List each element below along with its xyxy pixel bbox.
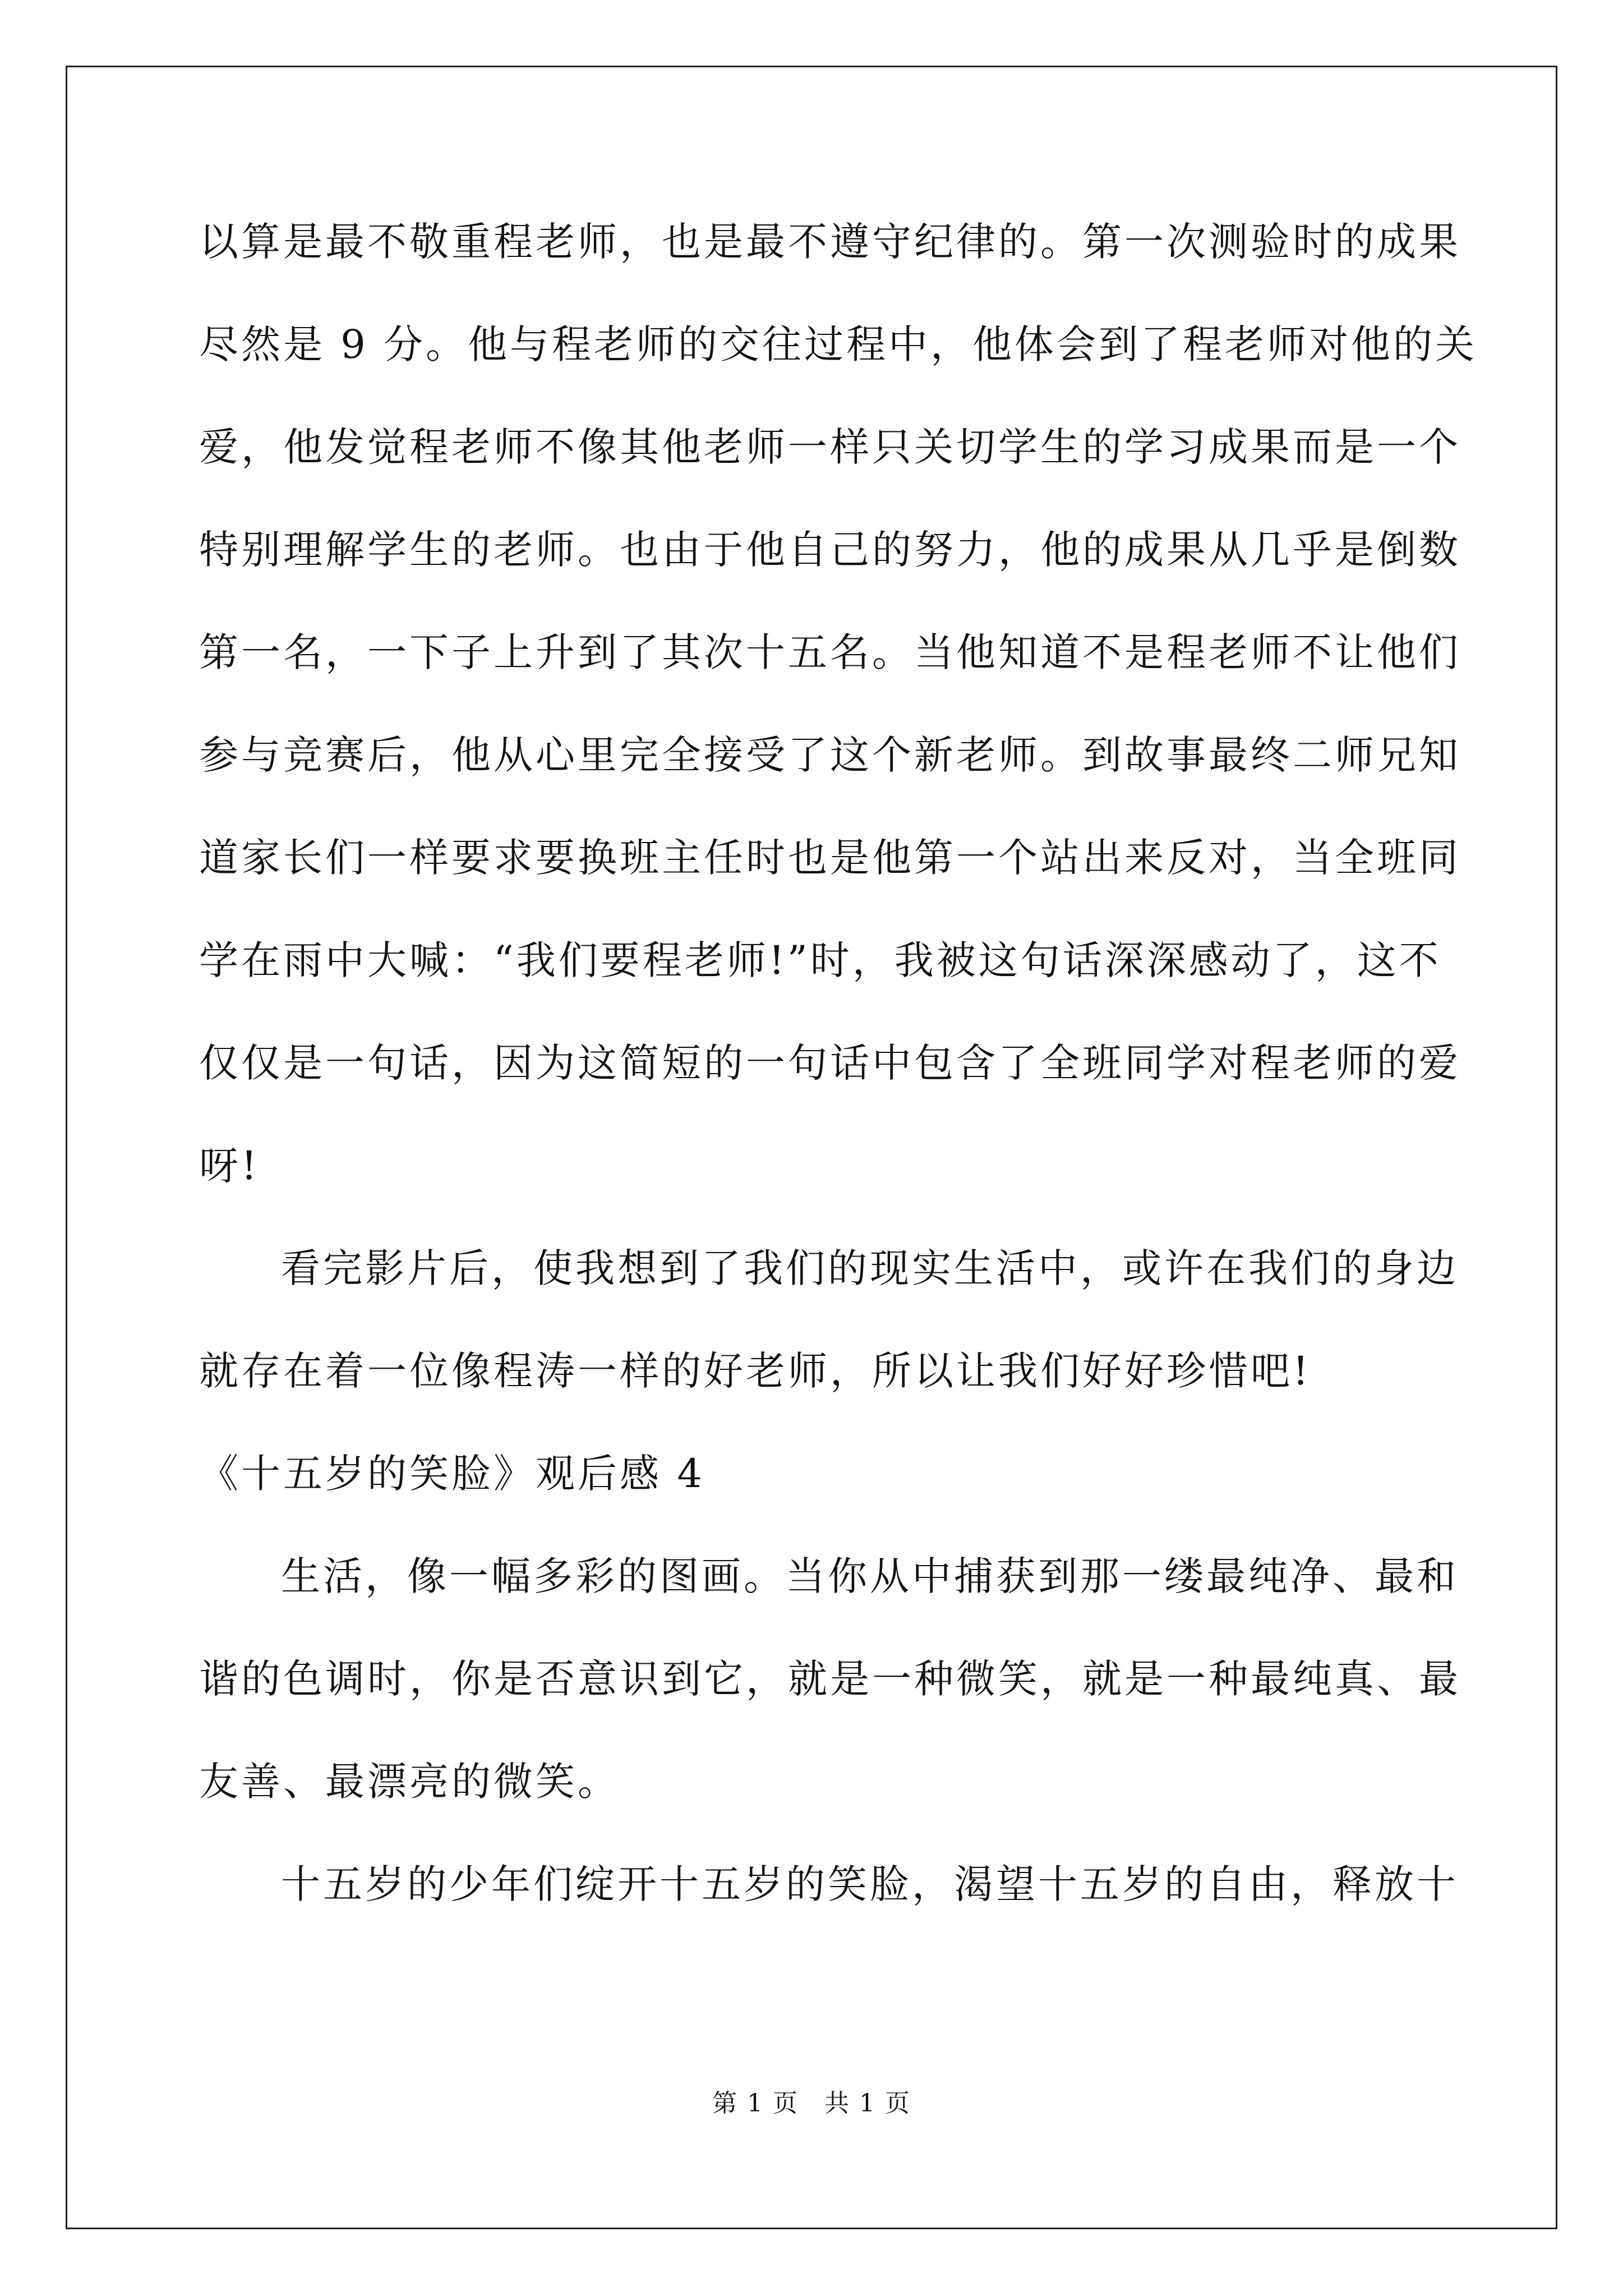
paragraph-line: 爱，他发觉程老师不像其他老师一样只关切学生的学习成果而是一个: [199, 424, 1461, 470]
paragraph-line: 道家长们一样要求要换班主任时也是他第一个站出来反对，当全班同: [199, 835, 1461, 881]
paragraph-line: 谐的色调时，你是否意识到它，就是一种微笑，就是一种最纯真、最: [199, 1656, 1461, 1702]
paragraph-line: 呀!: [199, 1143, 260, 1189]
paragraph-line: 友善、最漂亮的微笑。: [199, 1759, 620, 1805]
paragraph-line: 就存在着一位像程涛一样的好老师，所以让我们好好珍惜吧!: [199, 1348, 1312, 1394]
paragraph-line: 十五岁的少年们绽开十五岁的笑脸，渴望十五岁的自由，释放十: [281, 1861, 1459, 1907]
paragraph-line: 第一名，一下子上升到了其次十五名。当他知道不是程老师不让他们: [199, 629, 1461, 675]
paragraph-line: 特别理解学生的老师。也由于他自己的努力，他的成果从几乎是倒数: [199, 527, 1461, 573]
section-heading: 《十五岁的笑脸》观后感 4: [199, 1451, 705, 1497]
page-number-footer: 第 1 页 共 1 页: [712, 2089, 911, 2118]
paragraph-line: 学在雨中大喊：“我们要程老师!”时，我被这句话深深感动了，这不: [199, 937, 1441, 983]
paragraph-line: 尽然是 9 分。他与程老师的交往过程中，他体会到了程老师对他的关: [199, 321, 1478, 367]
paragraph-line: 仅仅是一句话，因为这简短的一句话中包含了全班同学对程老师的爱: [199, 1040, 1461, 1086]
document-body: [199, 191, 1478, 1936]
paragraph-line: 看完影片后，使我想到了我们的现实生活中，或许在我们的身边: [281, 1245, 1459, 1291]
paragraph-line: 参与竞赛后，他从心里完全接受了这个新老师。到故事最终二师兄知: [199, 732, 1461, 778]
paragraph-line: 以算是最不敬重程老师，也是最不遵守纪律的。第一次测验时的成果: [199, 219, 1461, 265]
paragraph-line: 生活，像一幅多彩的图画。当你从中捕获到那一缕最纯净、最和: [281, 1553, 1459, 1599]
